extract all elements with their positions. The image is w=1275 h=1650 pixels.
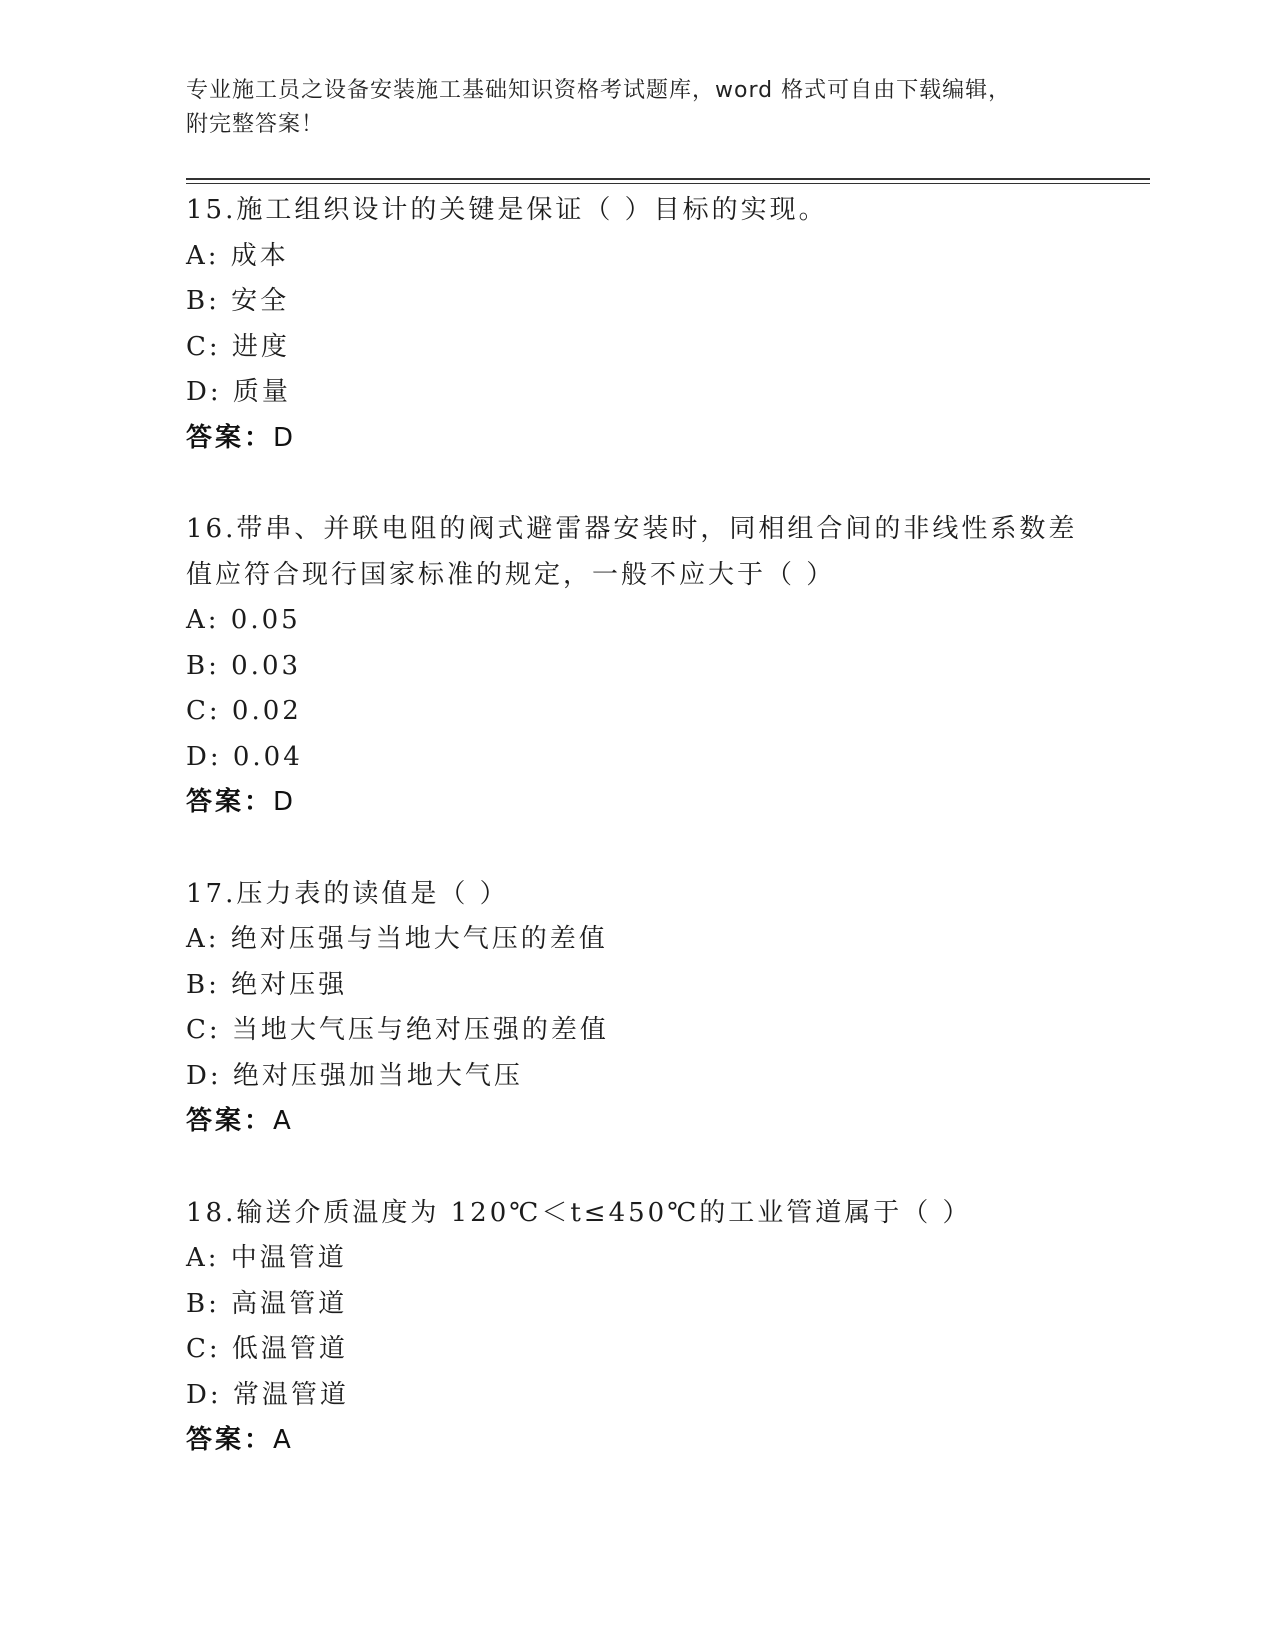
option-a: A: 绝对压强与当地大气压的差值 (186, 924, 608, 954)
answer-value: A (273, 1106, 292, 1136)
header-line-2: 附完整答案！ (186, 112, 325, 137)
option-b: B: 绝对压强 (186, 969, 348, 1000)
option-d: D: 0.04 (186, 741, 303, 772)
option-b: B: 高温管道 (186, 1288, 348, 1319)
answer-line (186, 1099, 1146, 1145)
document-header (186, 74, 1086, 142)
option-d: D: 绝对压强加当地大气压 (186, 1060, 523, 1091)
answer-label: 答案： (186, 1106, 274, 1136)
question-16 (186, 507, 1146, 826)
question-list (186, 188, 1146, 1510)
option-d: D: 常温管道 (186, 1379, 349, 1410)
header-divider-thin (186, 183, 1150, 184)
option-c: C: 进度 (186, 331, 290, 362)
question-17 (186, 872, 1146, 1145)
answer-line (186, 1418, 1146, 1464)
option-c: C: 低温管道 (186, 1334, 348, 1364)
option-d: D: 质量 (186, 377, 291, 407)
answer-label: 答案： (186, 787, 274, 817)
question-text: 16.带串、并联电阻的阀式避雷器安装时，同相组合间的非线性系数差值应符合现行国家标准的规定，一般不应大于（ ） (186, 514, 1078, 590)
answer-value: A (273, 1425, 292, 1455)
question-18 (186, 1191, 1146, 1464)
option-a: A: 中温管道 (186, 1243, 347, 1273)
answer-value: D (273, 787, 295, 817)
header-divider (186, 178, 1150, 180)
answer-value: D (273, 422, 295, 453)
answer-label: 答案： (186, 1425, 274, 1455)
option-a: A: 成本 (186, 240, 289, 271)
question-text: 18.输送介质温度为 120℃＜t≤450℃的工业管道属于（ ） (186, 1197, 972, 1228)
option-c: C: 当地大气压与绝对压强的差值 (186, 1015, 609, 1045)
answer-line (186, 416, 1146, 462)
answer-line (186, 780, 1146, 826)
option-b: B: 0.03 (186, 650, 302, 681)
option-c: C: 0.02 (186, 696, 302, 726)
header-line-1: 专业施工员之设备安装施工基础知识资格考试题库，word 格式可自由下载编辑， (186, 78, 1012, 103)
option-b: B: 安全 (186, 286, 290, 316)
question-15 (186, 188, 1146, 461)
answer-label: 答案： (186, 422, 274, 453)
question-text: 15.施工组织设计的关键是保证（ ）目标的实现。 (186, 195, 828, 225)
question-text: 17.压力表的读值是（ ） (186, 878, 509, 909)
option-a: A: 0.05 (186, 605, 301, 635)
